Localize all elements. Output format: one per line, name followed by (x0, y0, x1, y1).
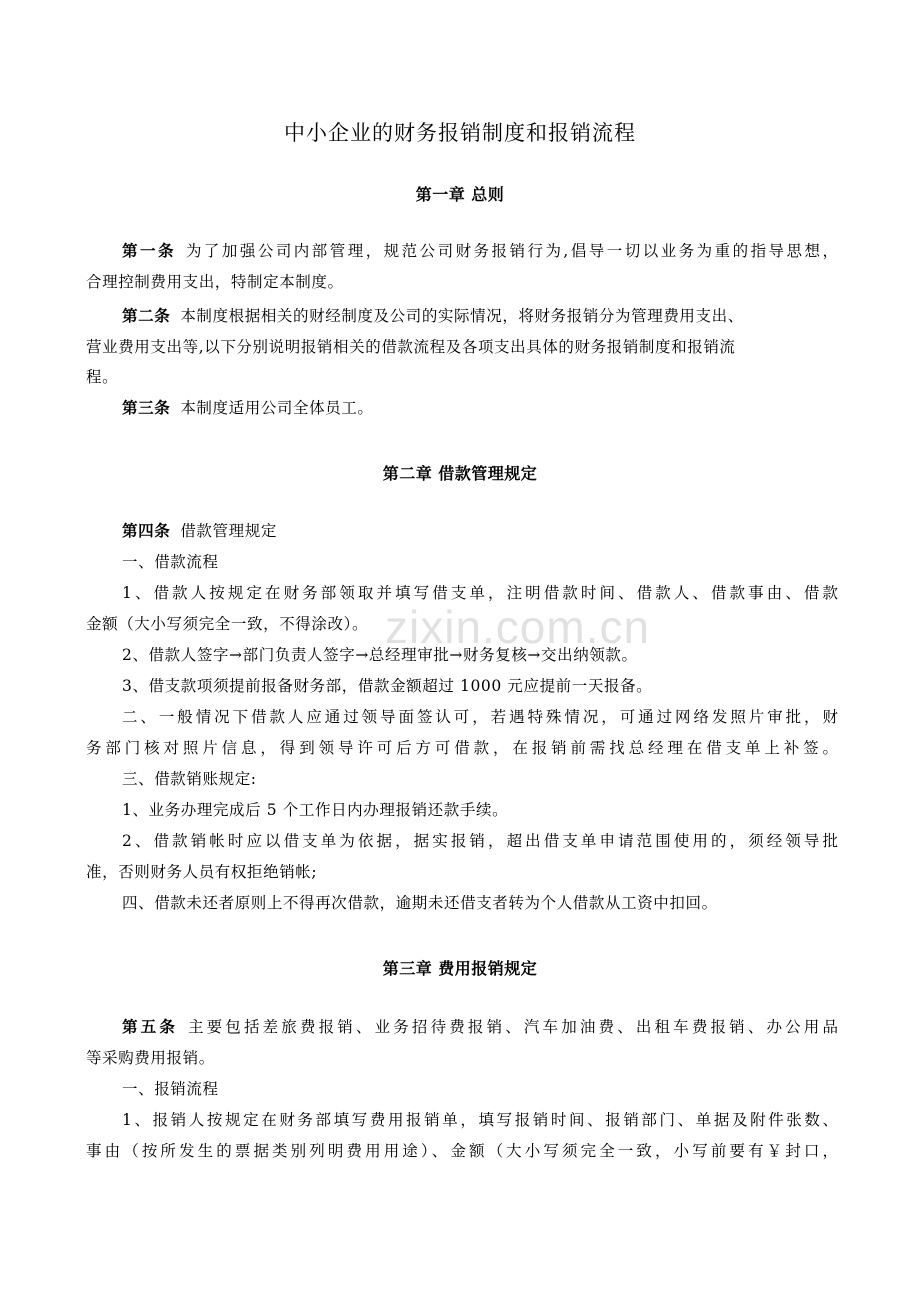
loan-section-3-heading: 三、借款销账规定: (122, 770, 257, 788)
article-4-label: 第四条 (122, 522, 171, 540)
article-3-text: 本制度适用公司全体员工。 (180, 399, 374, 417)
article-1-line-2: 合理控制费用支出，特制定本制度。 (86, 273, 344, 291)
loan-section-1-heading: 一、借款流程 (122, 553, 219, 571)
chapter-1-heading: 第一章 总则 (415, 185, 505, 204)
watermark: zixin.com.cn (385, 601, 651, 653)
article-3-line-1 (86, 398, 838, 418)
reimburse-item-1-line-2: 事由（按所发生的票据类别列明费用用途）、金额（大小写须完全一致，小写前要有￥封口， (86, 1142, 838, 1160)
loan-item-1-line-2: 金额（大小写须完全一致，不得涂改）。 (86, 615, 369, 633)
article-2-text: 本制度根据相关的财经制度及公司的实际情况，将财务报销分为管理费用支出、 (180, 307, 744, 325)
loan-item-3: 3、借支款项须提前报备财务部，借款金额超过 1000 元应提前一天报备。 (122, 677, 653, 695)
article-5-line-2: 等采购费用报销。 (86, 1049, 215, 1067)
article-4-line-1 (86, 521, 838, 541)
article-2-line-3: 程。 (86, 368, 119, 386)
article-5-text: 主要包括差旅费报销、业务招待费报销、汽车加油费、出租车费报销、办公用品 (187, 1018, 838, 1036)
loan-section-2-line-2: 务部门核对照片信息，得到领导许可后方可借款，在报销前需找总经理在借支单上补签。 (86, 739, 838, 757)
article-1-label: 第一条 (122, 242, 176, 260)
article-2-line-2: 营业费用支出等,以下分别说明报销相关的借款流程及各项支出具体的财务报销制度和报销流 (86, 338, 736, 356)
loan-section-4: 四、借款未还者原则上不得再次借款，逾期未还借支者转为个人借款从工资中扣回。 (122, 894, 718, 912)
article-4-text: 借款管理规定 (180, 522, 277, 540)
writeoff-item-2-line-2: 准，否则财务人员有权拒绝销帐; (86, 863, 318, 881)
document-title: 中小企业的财务报销制度和报销流程 (284, 121, 636, 145)
article-3-label: 第三条 (122, 399, 171, 417)
reimburse-section-1-heading: 一、报销流程 (122, 1080, 219, 1098)
chapter-3-heading: 第三章 费用报销规定 (382, 959, 538, 978)
writeoff-item-1: 1、业务办理完成后 5 个工作日内办理报销还款手续。 (122, 801, 509, 819)
reimburse-item-1-line-1: 1、报销人按规定在财务部填写费用报销单，填写报销时间、报销部门、单据及附件张数、 (122, 1111, 838, 1129)
chapter-2-heading: 第二章 借款管理规定 (382, 464, 538, 483)
article-1-line-1 (86, 241, 838, 261)
loan-section-2-line-1: 二、一般情况下借款人应通过领导面签认可，若遇特殊情况，可通过网络发照片审批，财 (122, 708, 838, 726)
loan-item-2: 2、借款人签字→部门负责人签字→总经理审批→财务复核→交出纳领款。 (122, 646, 638, 664)
article-1-text: 为了加强公司内部管理，规范公司财务报销行为,倡导一切以业务为重的指导思想， (185, 242, 838, 260)
loan-item-1-line-1: 1、借款人按规定在财务部领取并填写借支单，注明借款时间、借款人、借款事由、借款 (122, 584, 838, 602)
article-5-label: 第五条 (122, 1018, 178, 1036)
article-5-line-1 (86, 1017, 838, 1037)
article-2-label: 第二条 (122, 307, 171, 325)
writeoff-item-2-line-1: 2、借款销帐时应以借支单为依据，据实报销，超出借支单申请范围使用的，须经领导批 (122, 832, 838, 850)
article-2-line-1 (86, 306, 838, 326)
